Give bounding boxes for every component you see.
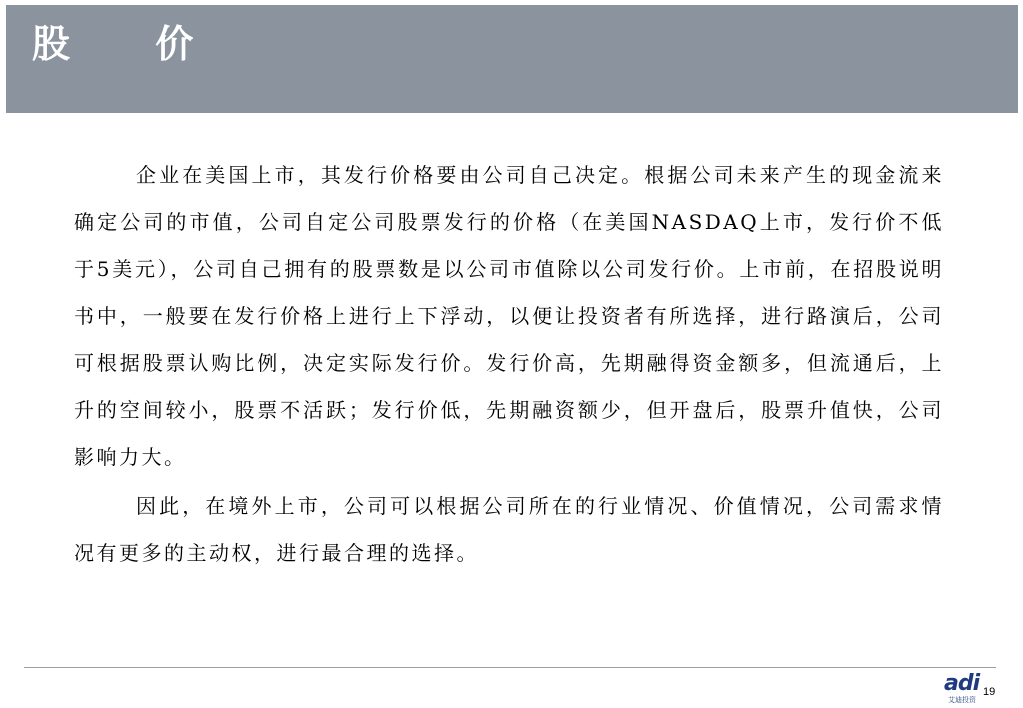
company-logo (944, 672, 982, 706)
logo-tagline: 艾迪投资 (948, 696, 976, 704)
title-bar (6, 5, 1018, 113)
paragraph-stock-price-explanation: 企业在美国上市，其发行价格要由公司自己决定。根据公司未来产生的现金流来确定公司的市值，公司自定公司股票发行的价格（在美国NASDAQ上市，发行价不低于5美元），公司自己拥有的股票数是以公司市值除以公司发行价。上市前，在招股说明书中，一般要在发行价格上进行上下浮动，以便让投资者有所选择，进行路演后，公司可根据股票认购比例，决定实际发行价。发行价高，先期融得资金额多，但流通后，上升的空间较小，股票不活跃；发行价低，先期融资额少，但开盘后，股票升值快，公司影响力大。 (74, 163, 944, 469)
logo-mark: adi (944, 671, 980, 696)
slide-body (74, 152, 944, 577)
footer-divider (24, 667, 996, 668)
page-number: 19 (983, 686, 996, 698)
slide-title: 股 价 (32, 22, 230, 66)
paragraph-conclusion: 因此，在境外上市，公司可以根据公司所在的行业情况、价值情况，公司需求情况有更多的主动权，进行最合理的选择。 (74, 494, 944, 565)
